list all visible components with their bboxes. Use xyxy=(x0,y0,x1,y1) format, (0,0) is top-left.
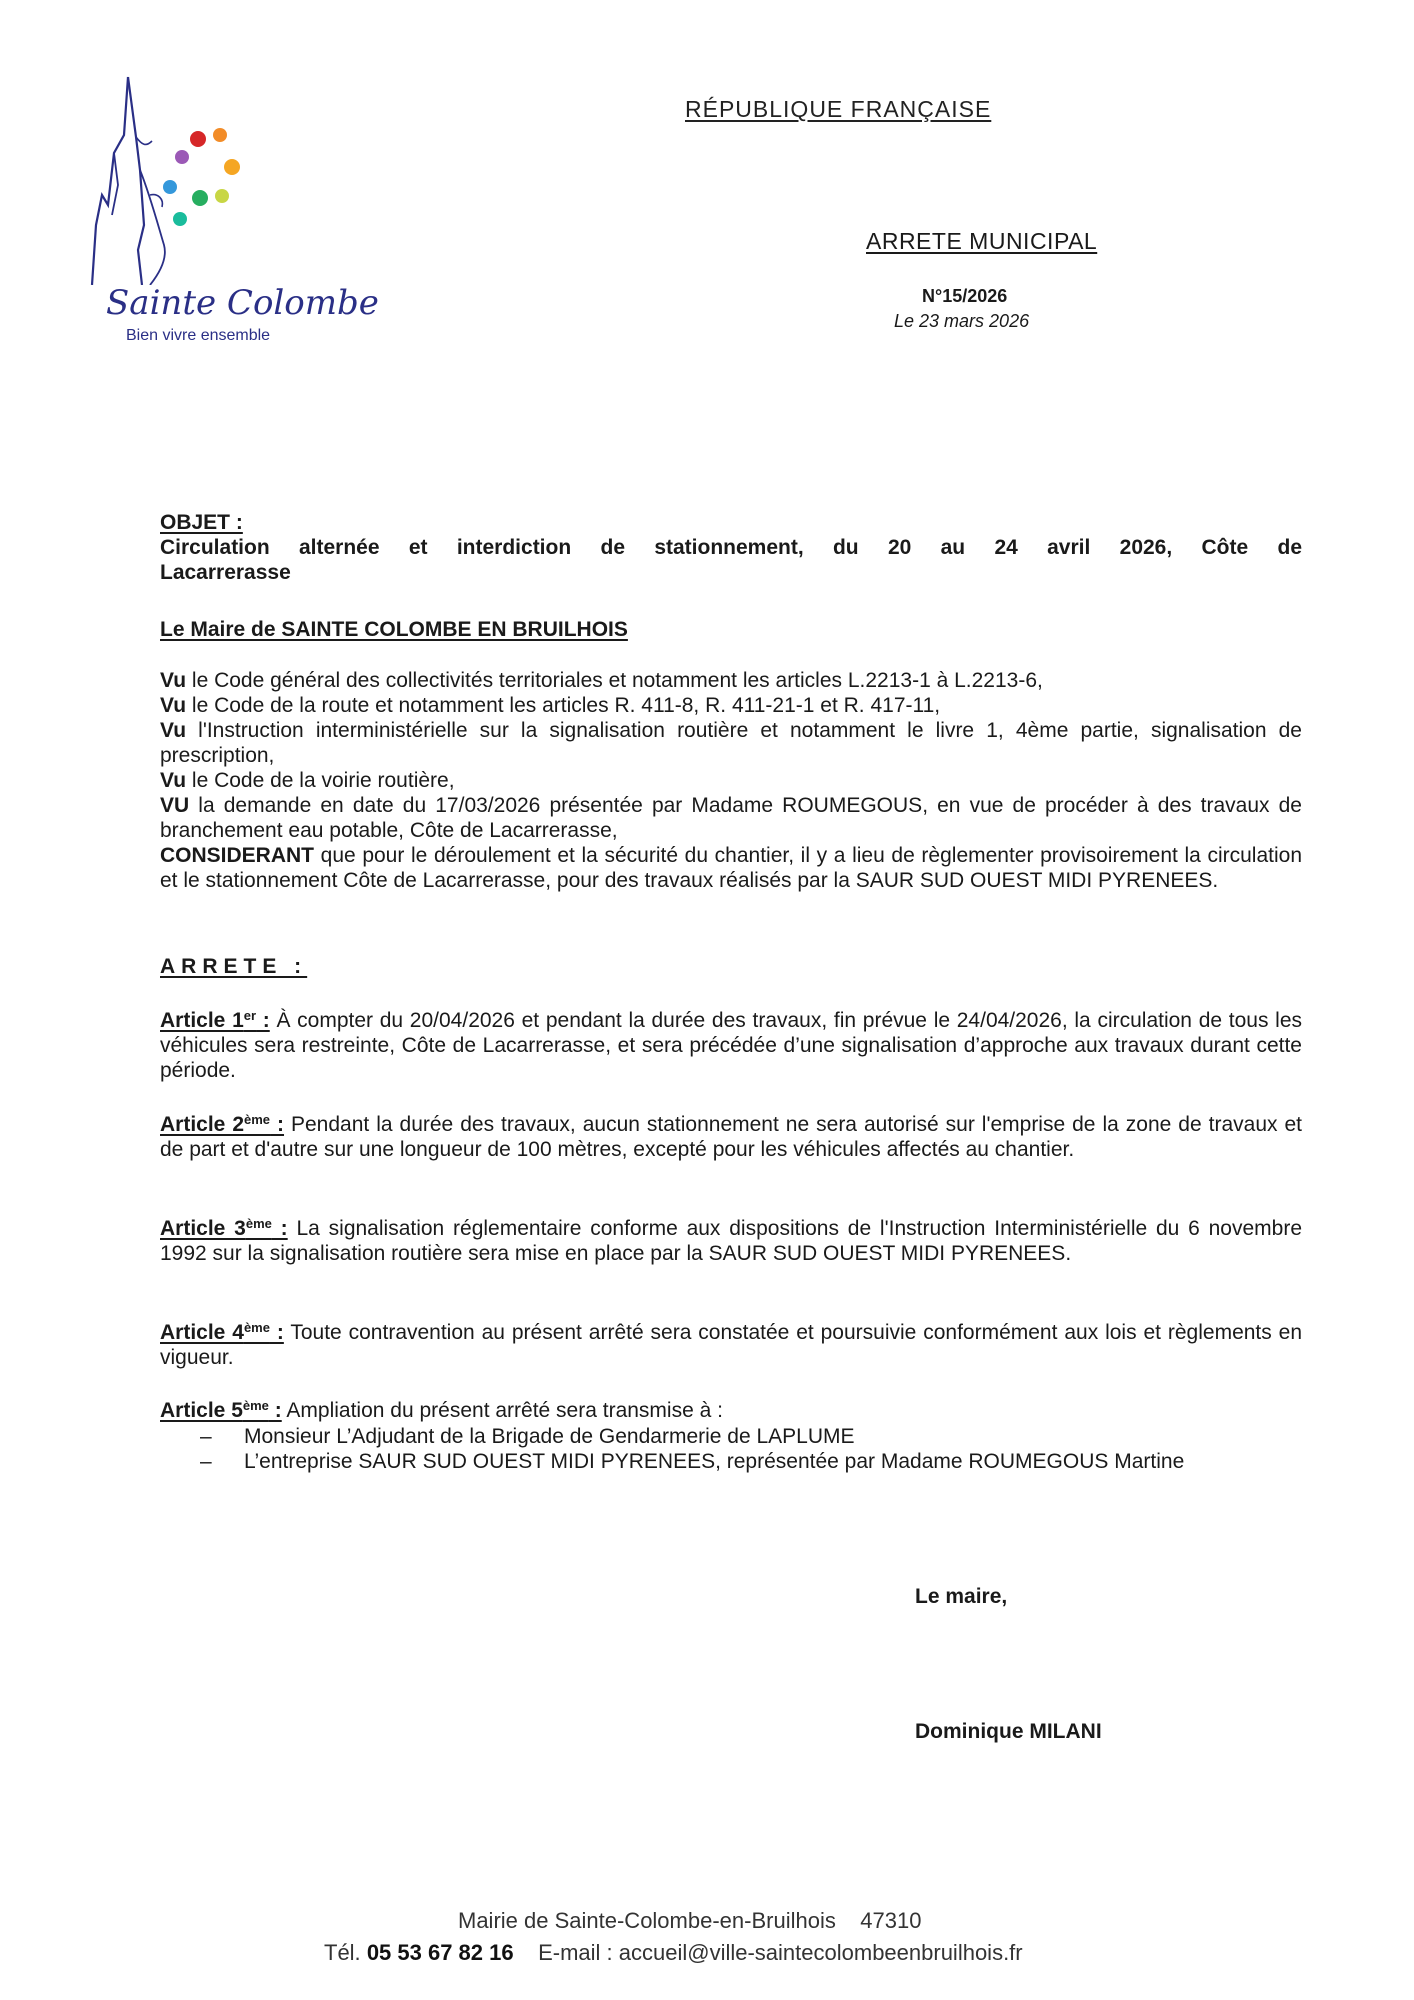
article-text: La signalisation réglementaire conforme aux dispositions de l'Instruction Interministérielle du 6 novembre 1992 sur la signalisation routière sera mise en place par la SAUR SUD OUEST MIDI PYRENEES. xyxy=(160,1217,1303,1265)
visa-keyword: Vu xyxy=(160,719,187,742)
footer-email-label: E-mail : xyxy=(538,1940,613,1965)
logo-name: Sainte Colombe xyxy=(106,283,379,323)
list-item: – L’entreprise SAUR SUD OUEST MIDI PYRENEES, représentée par Madame ROUMEGOUS Martine xyxy=(200,1450,1185,1473)
article-2 xyxy=(160,1112,1302,1162)
visa-text: le Code général des collectivités territoriales et notamment les articles L.2213-1 à L.2213-6, xyxy=(186,669,1043,692)
article-text: Toute contravention au présent arrêté sera constatée et poursuivie conformément aux lois et règlements en vigueur. xyxy=(160,1321,1303,1369)
article-label: Article 1er : xyxy=(160,1008,270,1032)
arrete-heading: ARRETE : xyxy=(160,955,308,978)
document-date: Le 23 mars 2026 xyxy=(894,311,1030,331)
visa-item xyxy=(160,718,1302,768)
visa-text: le Code de la route et notamment les articles R. 411-8, R. 411-21-1 et R. 417-11, xyxy=(186,694,941,717)
footer-address xyxy=(458,1908,921,1934)
article-5 xyxy=(160,1398,1302,1423)
article-3 xyxy=(160,1216,1302,1266)
visa-keyword: Vu xyxy=(160,694,187,717)
visa-item xyxy=(160,668,1302,693)
municipal-logo xyxy=(88,75,379,350)
article-text: À compter du 20/04/2026 et pendant la durée des travaux, fin prévue le 24/04/2026, la circulation de tous les véhicules sera restreinte, Côte de Lacarrerasse, et sera précédée d’une signalisation d’approche aux travaux durant cette période. xyxy=(160,1009,1303,1082)
logo-tagline: Bien vivre ensemble xyxy=(126,327,271,344)
visa-item xyxy=(160,768,1302,793)
visa-item xyxy=(160,693,1302,718)
visa-keyword: Vu xyxy=(160,669,187,692)
footer-address-text: Mairie de Sainte-Colombe-en-Bruilhois xyxy=(458,1908,836,1933)
visa-text: que pour le déroulement et la sécurité du chantier, il y a lieu de règlementer provisoirement la circulation et le stationnement Côte de Lacarrerasse, pour des travaux réalisés par la SAUR SUD OUEST MIDI PYRENEES. xyxy=(160,844,1302,892)
article-4 xyxy=(160,1320,1302,1370)
list-item: – Monsieur L’Adjudant de la Brigade de Gendarmerie de LAPLUME xyxy=(200,1425,855,1448)
footer-contact xyxy=(324,1940,1023,1966)
footer-phone: 05 53 67 82 16 xyxy=(366,1940,514,1965)
visa-keyword: CONSIDERANT xyxy=(160,844,315,867)
signature-role: Le maire, xyxy=(915,1585,1008,1608)
document-number: N°15/2026 xyxy=(922,286,1008,306)
footer-tel-label: Tél. xyxy=(324,1940,361,1965)
article-text: Pendant la durée des travaux, aucun stationnement ne sera autorisé sur l'emprise de la zone de travaux et de part et d'autre sur une longueur de 100 mètres, excepté pour les véhicules affectés au chantier. xyxy=(160,1113,1302,1161)
article-label: Article 5ème : xyxy=(160,1398,282,1422)
visa-text: le Code de la voirie routière, xyxy=(186,769,455,792)
signature-name: Dominique MILANI xyxy=(915,1720,1102,1743)
visa-text: l'Instruction interministérielle sur la signalisation routière et notamment le livre 1, 4ème partie, signalisation de prescription, xyxy=(160,719,1302,767)
objet-line-1: Circulation alternée et interdiction de stationnement, du 20 au 24 avril 2026, Côte de xyxy=(160,536,1302,559)
visa-keyword: Vu xyxy=(160,769,187,792)
article-label: Article 3ème : xyxy=(160,1216,288,1240)
footer-email-link[interactable]: accueil@ville-saintecolombeenbruilhois.fr xyxy=(618,1940,1023,1965)
recipients-list xyxy=(200,1424,1184,1474)
footer-postcode: 47310 xyxy=(860,1908,922,1933)
document-title: ARRETE MUNICIPAL xyxy=(866,228,1098,254)
visa-keyword: VU xyxy=(160,794,190,817)
maire-heading: Le Maire de SAINTE COLOMBE EN BRUILHOIS xyxy=(160,618,628,641)
article-label: Article 2ème : xyxy=(160,1112,285,1136)
republic-heading: RÉPUBLIQUE FRANÇAISE xyxy=(685,96,992,122)
article-1 xyxy=(160,1008,1302,1083)
visa-item xyxy=(160,843,1302,893)
article-text: Ampliation du présent arrêté sera transmise à : xyxy=(281,1399,723,1422)
visas-block xyxy=(160,668,1302,893)
article-label: Article 4ème : xyxy=(160,1320,284,1344)
church-spire-icon xyxy=(88,75,328,285)
objet-section xyxy=(160,510,1302,585)
visa-text: la demande en date du 17/03/2026 présentée par Madame ROUMEGOUS, en vue de procéder à des travaux de branchement eau potable, Côte de Lacarrerasse, xyxy=(160,794,1302,842)
visa-item xyxy=(160,793,1302,843)
objet-line-2: Lacarrerasse xyxy=(160,561,291,584)
objet-label: OBJET : xyxy=(160,511,243,534)
